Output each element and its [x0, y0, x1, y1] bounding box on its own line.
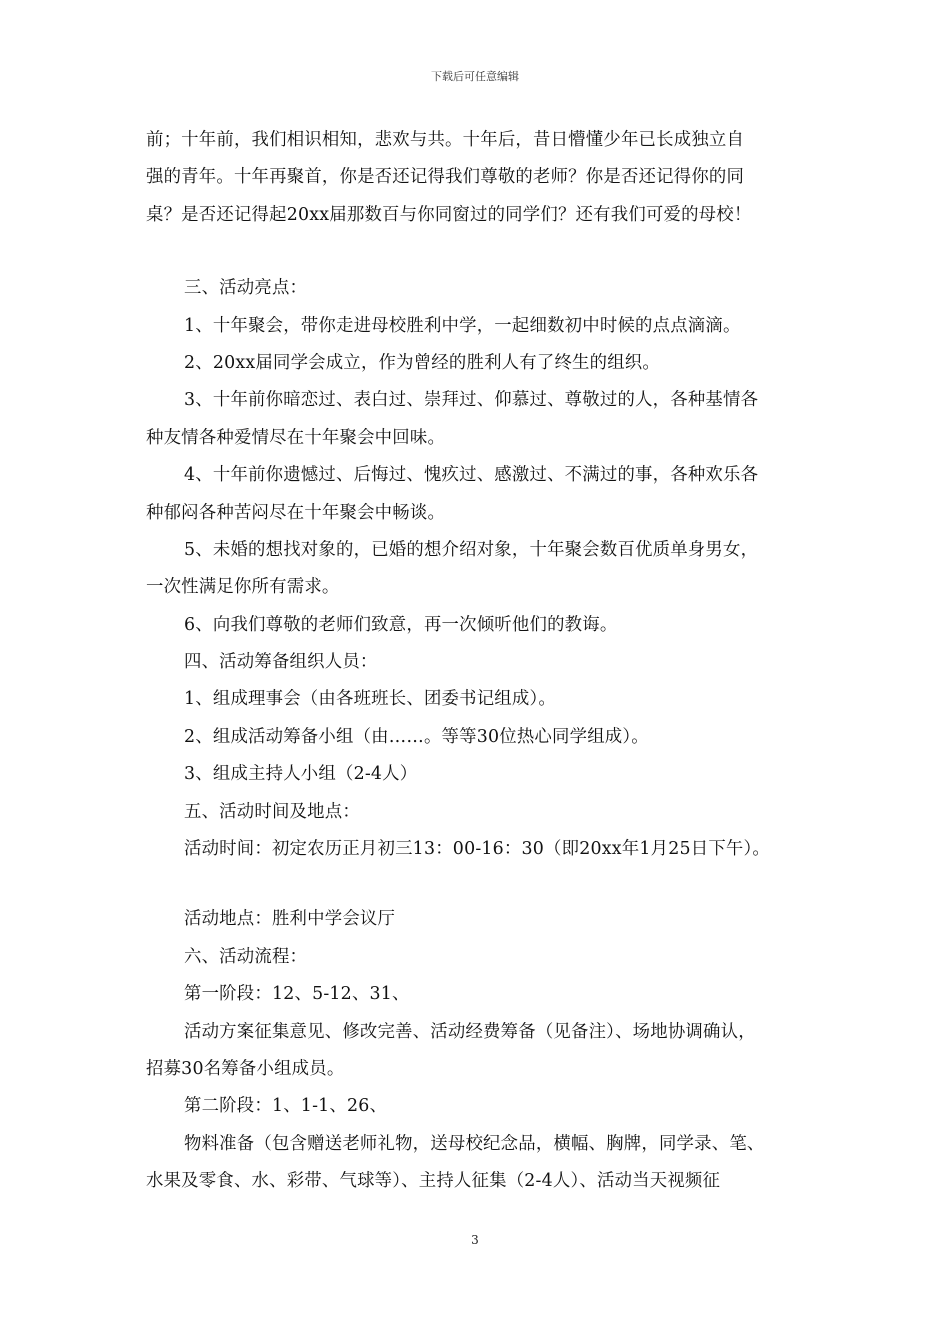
document-body [146, 122, 810, 1201]
paragraph-gap [146, 234, 810, 270]
stage-2-desc-line-1: 物料准备（包含赠送老师礼物，送母校纪念品，横幅、胸牌，同学录、笔、 [184, 1133, 765, 1154]
highlight-3-line-2: 种友情各种爱情尽在十年聚会中回味。 [146, 427, 446, 448]
organizer-2: 2、组成活动筹备小组（由……。等等30位热心同学组成）。 [184, 726, 649, 747]
section-6-heading: 六、活动流程： [184, 946, 308, 967]
stage-2-heading: 第二阶段：1、1-1、26、 [184, 1096, 388, 1117]
intro-line-2: 强的青年。十年再聚首，你是否还记得我们尊敬的老师？你是否还记得你的同 [146, 167, 745, 188]
highlight-2: 2、20xx届同学会成立，作为曾经的胜利人有了终生的组织。 [184, 352, 660, 373]
highlight-5-line-1: 5、未婚的想找对象的，已婚的想介绍对象，十年聚会数百优质单身男女， [184, 539, 759, 560]
stage-1-desc-line-1: 活动方案征集意见、修改完善、活动经费筹备（见备注）、场地协调确认， [184, 1021, 756, 1042]
activity-time: 活动时间：初定农历正月初三13：00-16：30（即20xx年1月25日下午）。 [184, 839, 771, 860]
organizer-3: 3、组成主持人小组（2-4人） [184, 764, 418, 785]
stage-1-desc-line-2: 招募30名筹备小组成员。 [146, 1058, 345, 1079]
highlight-4-line-2: 种郁闷各种苦闷尽在十年聚会中畅谈。 [146, 502, 446, 523]
organizer-1: 1、组成理事会（由各班班长、团委书记组成）。 [184, 689, 556, 710]
stage-2-desc-line-2: 水果及零食、水、彩带、气球等）、主持人征集（2-4人）、活动当天视频征 [146, 1171, 721, 1192]
highlight-1: 1、十年聚会，带你走进母校胜利中学，一起细数初中时候的点点滴滴。 [184, 315, 741, 336]
intro-line-1: 前；十年前，我们相识相知，悲欢与共。十年后，昔日懵懂少年已长成独立自 [146, 130, 745, 150]
highlight-3-line-1: 3、十年前你暗恋过、表白过、崇拜过、仰慕过、尊敬过的人，各种基情各 [184, 390, 759, 411]
highlight-6: 6、向我们尊敬的老师们致意，再一次倾听他们的教诲。 [184, 614, 618, 635]
section-3-heading: 三、活动亮点： [184, 278, 308, 299]
highlight-5-line-2: 一次性满足你所有需求。 [146, 577, 340, 598]
stage-1-heading: 第一阶段：12、5-12、31、 [184, 984, 410, 1005]
highlight-4-line-1: 4、十年前你遗憾过、后悔过、愧疚过、感激过、不满过的事，各种欢乐各 [184, 465, 759, 486]
intro-line-3: 桌？是否还记得起20xx届那数百与你同窗过的同学们？还有我们可爱的母校！ [146, 204, 752, 225]
page-header: 下载后可任意编辑 [431, 70, 519, 83]
section-4-heading: 四、活动筹备组织人员： [184, 652, 378, 673]
paragraph-gap [146, 868, 810, 901]
activity-place: 活动地点：胜利中学会议厅 [184, 909, 396, 930]
section-5-heading: 五、活动时间及地点： [184, 801, 360, 822]
page-number: 3 [471, 1233, 479, 1247]
